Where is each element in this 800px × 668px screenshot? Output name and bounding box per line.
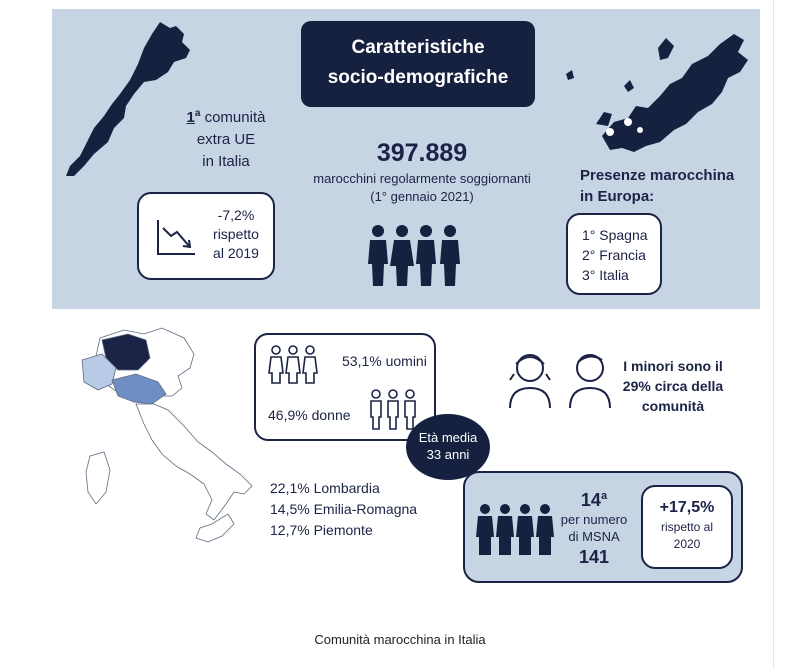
- minors-line2: 29% circa della: [622, 378, 724, 394]
- page-scrollbar[interactable]: [773, 0, 800, 668]
- msna-line2: di MSNA: [568, 529, 620, 544]
- region-emilia-romagna: 14,5% Emilia-Romagna: [270, 501, 418, 517]
- change-2019-line3: al 2019: [213, 245, 259, 261]
- change-2020-pct: +17,5%: [659, 499, 715, 516]
- gender-men: 53,1% uomini: [342, 353, 427, 369]
- minors-line3: comunità: [641, 398, 705, 414]
- title-line1: Caratteristiche: [351, 37, 485, 58]
- minors-line1: I minori sono il: [623, 358, 723, 374]
- average-age-circle: [406, 414, 490, 480]
- total-value: 397.889: [376, 139, 468, 167]
- europe-map-icon: [562, 26, 752, 154]
- europe-rank-2: 2° Francia: [582, 247, 646, 263]
- gender-card: [254, 333, 436, 441]
- msna-line1: per numero: [560, 512, 628, 527]
- image-caption: Comunità marocchina in Italia: [314, 632, 486, 647]
- change-2020-line2: rispetto al: [660, 520, 714, 534]
- change-2020-line3: 2020: [673, 537, 701, 551]
- msna-count: 141: [578, 547, 610, 567]
- age-line1: Età media: [418, 430, 478, 445]
- msna-people-icon: [475, 503, 555, 557]
- total-line1: marocchini regolarmente soggiornanti: [313, 171, 531, 186]
- trend-down-icon: [155, 218, 197, 258]
- region-lombardia: 22,1% Lombardia: [270, 480, 380, 496]
- europe-heading2: in Europa:: [580, 188, 655, 205]
- europe-ranking-card: [566, 213, 662, 295]
- region-piemonte: 12,7% Piemonte: [270, 522, 373, 538]
- italy-map-icon: [62, 324, 272, 546]
- change-2019-card: [137, 192, 275, 280]
- msna-rank-sup: a: [600, 490, 608, 502]
- community-line1: comunità: [204, 109, 266, 126]
- change-2020-card: [641, 485, 733, 569]
- community-rank-text: [178, 103, 274, 173]
- title-line2: socio-demografiche: [327, 67, 509, 88]
- community-rank-sup: a: [194, 108, 201, 119]
- morocco-map-icon: [64, 20, 194, 178]
- total-line2: (1° gennaio 2021): [370, 189, 474, 204]
- people-group-icon: [366, 224, 462, 288]
- gender-women: 46,9% donne: [268, 407, 351, 423]
- community-line2: extra UE: [196, 131, 256, 148]
- community-rank: 1: [186, 109, 195, 126]
- women-group-icon: [268, 345, 318, 385]
- men-group-icon: [368, 389, 418, 431]
- title-box: [301, 21, 535, 107]
- europe-heading1: Presenze marocchina: [580, 167, 735, 184]
- europe-rank-1: 1° Spagna: [582, 227, 648, 243]
- msna-card: [463, 471, 743, 583]
- change-2019-line2: rispetto: [213, 226, 259, 242]
- change-2019-pct: -7,2%: [217, 207, 255, 223]
- europe-rank-3: 3° Italia: [582, 267, 629, 283]
- msna-rank: 14: [580, 490, 601, 510]
- age-line2: 33 anni: [426, 447, 470, 462]
- community-line3: in Italia: [202, 153, 250, 170]
- children-icon: [506, 348, 616, 410]
